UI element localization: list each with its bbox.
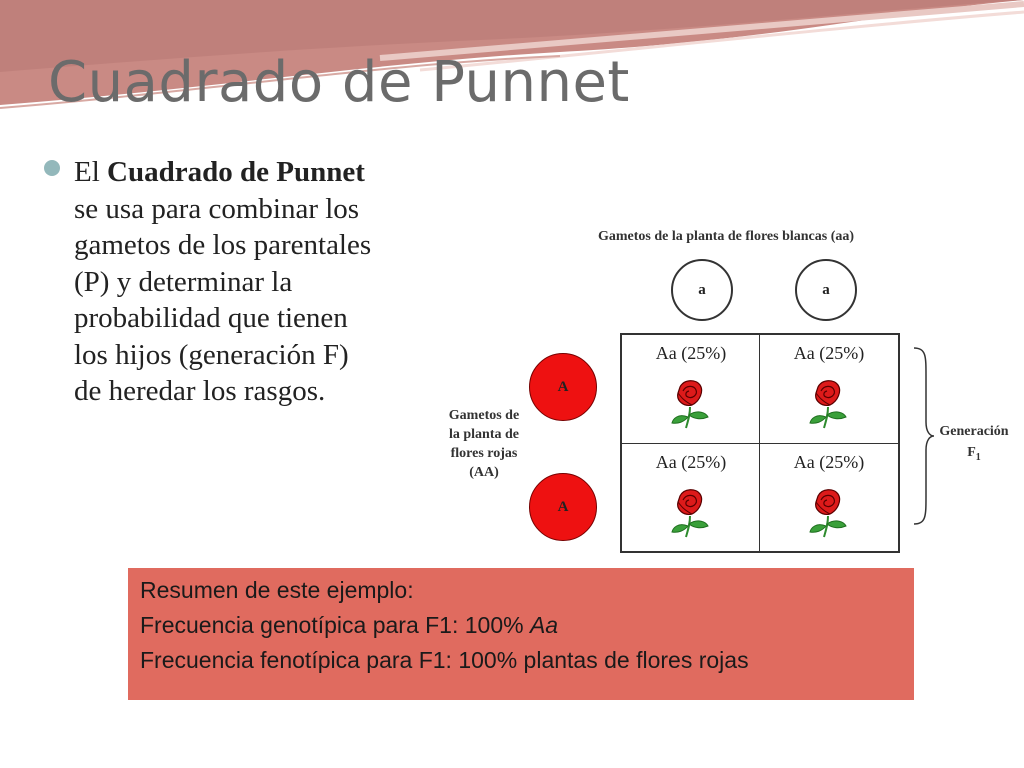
generation-label (924, 421, 1024, 468)
left-caption-line: Gametos de (448, 408, 520, 423)
body-paragraph (74, 154, 374, 410)
punnett-square (620, 333, 900, 553)
summary-genotype-text: Frecuencia genotípica para F1: 100% (140, 612, 530, 638)
page-title: Cuadrado de Punnet (48, 50, 630, 115)
cell-genotype: Aa (25%) (655, 343, 727, 363)
red-rose-icon (808, 486, 848, 538)
left-caption-line: flores rojas (450, 446, 518, 461)
summary-genotype-italic: Aa (529, 612, 559, 638)
cell-genotype: Aa (25%) (793, 452, 865, 472)
generation-f1 (924, 442, 1024, 468)
generation-f-letter: F (967, 445, 976, 460)
generation-subscript: 1 (975, 451, 981, 463)
generation-title: Generación (939, 424, 1009, 439)
white-gamete-1: a (671, 259, 733, 321)
summary-line-1: Resumen de este ejemplo: (140, 577, 414, 603)
bullet-icon (44, 160, 60, 176)
left-caption-line: (AA) (469, 465, 499, 480)
cell-genotype: Aa (25%) (793, 343, 865, 363)
body-bold-term: Cuadrado de Punnet (107, 156, 365, 188)
punnett-cell (622, 335, 760, 444)
red-gamete-1: A (529, 353, 597, 421)
punnett-cell (622, 444, 760, 553)
left-caption-line: la planta de (448, 427, 519, 442)
summary-line-3: Frecuencia fenotípica para F1: 100% plantas de flores rojas (140, 647, 749, 673)
body-prefix: El (74, 156, 108, 188)
white-gamete-2: a (795, 259, 857, 321)
left-gametes-caption (432, 406, 536, 482)
body-rest: se usa para combinar los gametos de los parentales (P) y determinar la probabilidad que tienen los hijos (generación F) de heredar los rasgos. (74, 192, 372, 407)
summary-line-2 (140, 612, 558, 639)
punnett-cell (760, 444, 898, 553)
red-rose-icon (670, 486, 710, 538)
red-rose-icon (808, 377, 848, 429)
summary-box (128, 568, 914, 700)
red-gamete-2: A (529, 473, 597, 541)
top-gametes-caption: Gametos de la planta de flores blancas (aa) (598, 229, 855, 244)
red-rose-icon (670, 377, 710, 429)
punnett-cell (760, 335, 898, 444)
cell-genotype: Aa (25%) (655, 452, 727, 472)
